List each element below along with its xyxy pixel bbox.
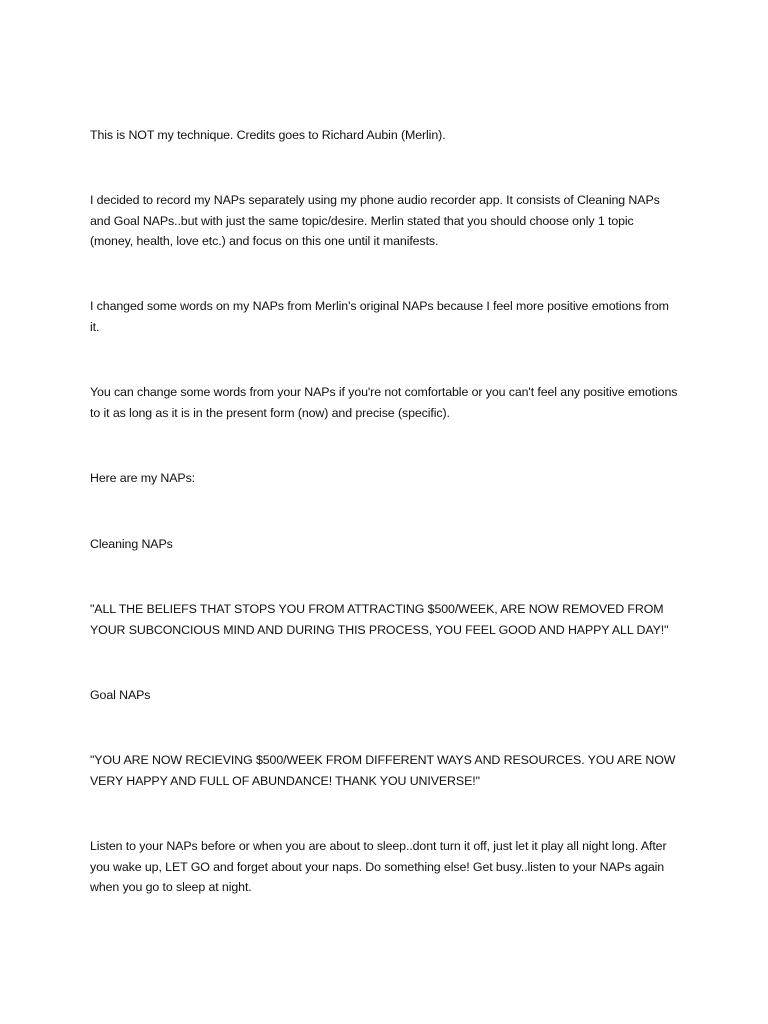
naps-intro-heading: Here are my NAPs: [90,471,196,485]
credits-paragraph: This is NOT my technique. Credits goes to Richard Aubin (Merlin). [90,128,446,142]
goal-naps-heading: Goal NAPs [90,688,151,702]
cleaning-naps-heading: Cleaning NAPs [90,537,173,551]
goal-naps-affirmation: "YOU ARE NOW RECIEVING $500/WEEK FROM DIFFERENT WAYS AND RESOURCES. YOU ARE NOW VERY HAPPY AND FULL OF ABUNDANCE! THANK YOU UNIVERSE!" [90,753,676,788]
change-words-advice-paragraph: You can change some words from your NAPs if you're not comfortable or you can't feel any positive emotions to it as long as it is in the present form (now) and precise (specific). [90,385,678,420]
changed-words-paragraph: I changed some words on my NAPs from Merlin's original NAPs because I feel more positive emotions from it. [90,299,669,334]
recording-paragraph: I decided to record my NAPs separately using my phone audio recorder app. It consists of Cleaning NAPs and Goal NAPs..but with just the same topic/desire. Merlin stated that you should choose only 1 topic (money, health, love etc.) and focus on this one until it manifests. [90,193,660,248]
cleaning-naps-affirmation: "ALL THE BELIEFS THAT STOPS YOU FROM ATTRACTING $500/WEEK, ARE NOW REMOVED FROM YOUR SUBCONCIOUS MIND AND DURING THIS PROCESS, YOU FEEL GOOD AND HAPPY ALL DAY!" [90,602,669,637]
listening-instructions-paragraph: Listen to your NAPs before or when you are about to sleep..dont turn it off, just let it play all night long. After you wake up, LET GO and forget about your naps. Do something else! Get busy..listen to your NAPs again when you go to sleep at night. [90,839,667,894]
